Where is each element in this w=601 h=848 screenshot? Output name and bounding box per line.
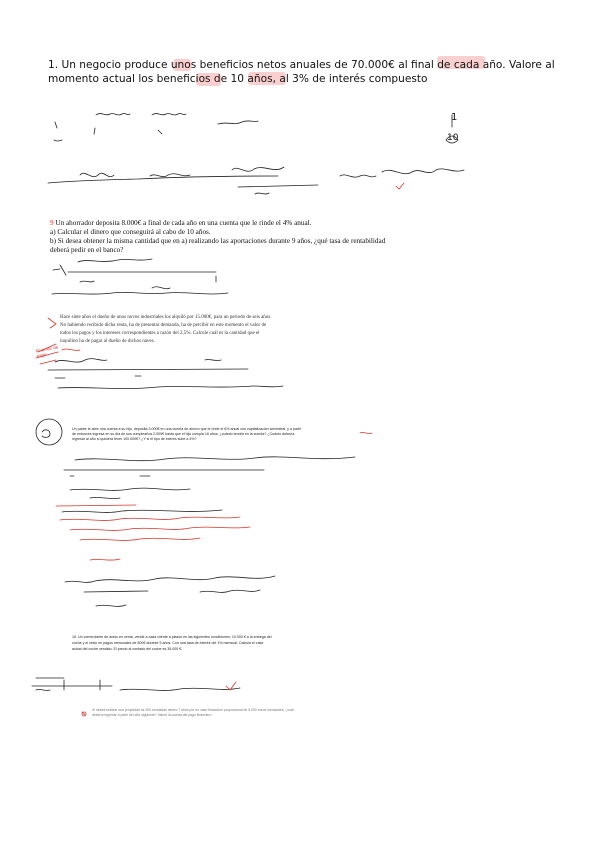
problem-2-a: a) Calcular el dinero que conseguirá al cabo de 10 años. <box>50 228 211 236</box>
problem-3-text: Hace siete años el dueño de unos novos industriales los alquiló por 15.000€, para un periodo de seis años. No habiendo recibido dicha renta, ha de presentar demanda, ha de percibir en este momento el valor de todos los pagos y los intereses correspondientes a razón del 2,5%. Calcule cuál es la cantidad que el inquilino ha de pagar al dueño de dichos naves. <box>60 315 272 344</box>
margin-number: 1 <box>451 112 458 123</box>
red-annotation: Acuerdo de pago <box>35 344 59 359</box>
problem-4-text: Un padre le abre una cuenta a su hijo, deposita 3.000€ en una cuenta de ahorro que le rinde el 6% anual con capitalización semestral, y a partir de entonces ingresa en su día de sus cumpleaños 2.000€ hasta que el hijo cumpla 18 años, ¿cuánto tendrá en la cuenta? ¿Cuánto debería ingresar al año si quisiera tener 100.000€? ¿Y si el tipo de interés sube a 4%? <box>72 427 302 441</box>
problem-5-text: 15. Un comerciante de autos en venta, vende a cada cliente a plazos en las siguientes condiciones: 10.000 € a la entrega del coche y el resto en pagos mensuales de 500€ durante 5 años. Con una tasa de interés del 1% mensual. Calcula el valor actual del coche vendido. El precio al contado del coche es 35.000 €. <box>72 635 272 651</box>
problem-number: 9 <box>50 219 54 227</box>
margin-number: 10 <box>447 133 459 143</box>
problem-6-text: Si desea realizar una propiedad de 300 toneladas dentro 7 años por un valor financiero proporcional de 5.000 euros mensuales, ¿cuál debería ingresar a partir del año siguiente? Valore la cuenta del pago financiero. <box>92 708 294 717</box>
problem-1-text: 1. Un negocio produce unos beneficios netos anuales de 70.000€ al final de cada año. Valore al momento actual los beneficios de 10 años, al 3% de interés compuesto <box>48 59 555 85</box>
problem-2-b: b) Si desea obtener la misma cantidad que en a) realizando las aportaciones durante 9 años, ¿qué tasa de rentabilidad deberá pedir en el banco? <box>50 237 386 254</box>
problem-2-intro-text: Un ahorrador deposita 8.000€ a final de cada año en una cuenta que le rinde el 4% anual. <box>55 219 312 227</box>
